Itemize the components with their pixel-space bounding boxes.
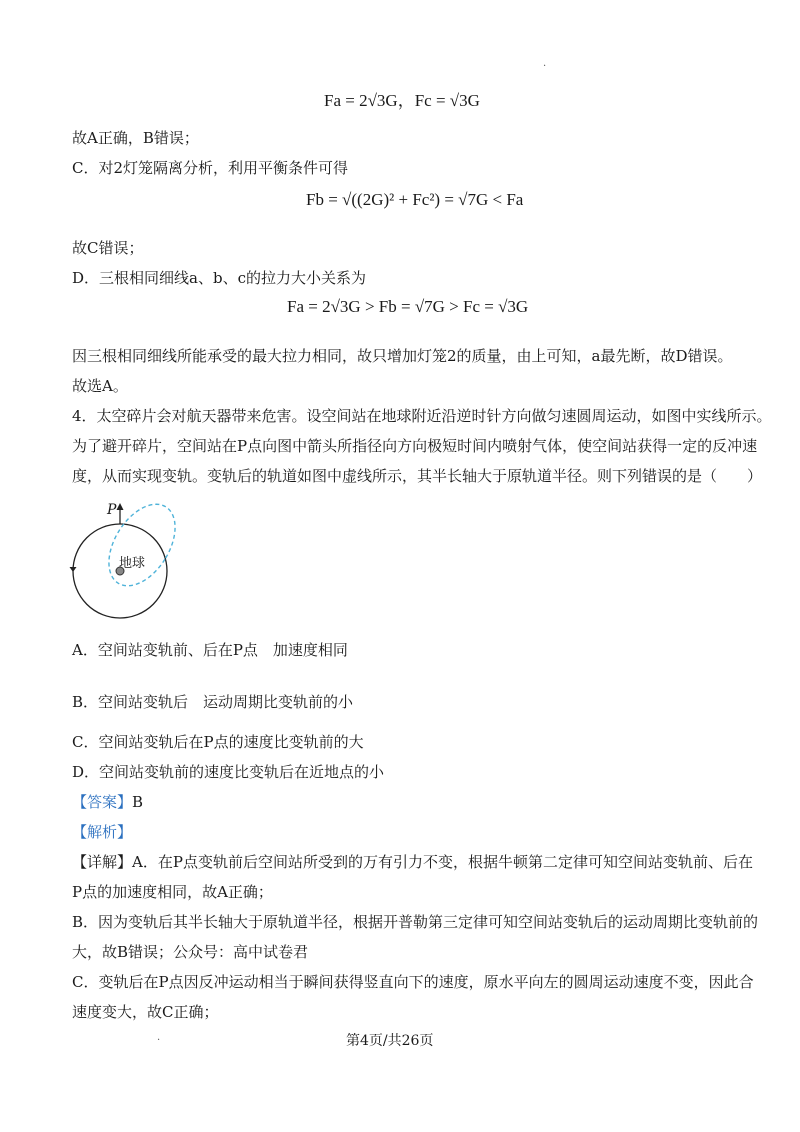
answer-line [72,792,143,812]
detail-text: A．在P点变轨前后空间站所受到的万有引力不变，根据牛顿第二定律可知空间站变轨前、后在 [132,853,753,871]
page-mark: . [543,58,547,69]
detail-line: 速度变大，故C正确； [72,1003,219,1021]
equation-fb [306,190,523,210]
answer-tag: 【答案】 [72,793,133,811]
question-4-line: 度，从而实现变轨。变轨后的轨道如图中虚线所示，其半长轴大于原轨道半径。则下列错误的是（ ） [72,467,763,485]
footer-mark: . [157,1032,161,1043]
option-d: D．空间站变轨前的速度比变轨后在近地点的小 [72,763,385,781]
text-line: C．对2灯笼隔离分析，利用平衡条件可得 [72,159,349,177]
question-4-line: 为了避开碎片，空间站在P点向图中箭头所指径向方向极短时间内喷射气体，使空间站获得一定的反冲速 [72,437,758,455]
equation-fa-fc [324,86,480,111]
detail-tag: 【详解】 [72,853,133,871]
text-line: D．三根相同细线a、b、c的拉力大小关系为 [72,269,366,287]
text-line: 因三根相同细线所能承受的最大拉力相同，故只增加灯笼2的质量，由上可知，a最先断，故D错误。 [72,347,733,365]
question-4-line: 4．太空碎片会对航天器带来危害。设空间站在地球附近沿逆时针方向做匀速圆周运动，如图中实线所示。 [72,407,772,425]
detail-line: P点的加速度相同，故A正确； [72,883,273,901]
text-line: 故C错误； [72,239,144,257]
analysis-tag: 【解析】 [72,823,133,841]
direction-arrow [70,567,77,572]
equation-text: Fa = 2√3G，Fc = √3G [324,91,480,110]
option-a: A．空间站变轨前、后在P点 加速度相同 [72,641,348,659]
option-c: C．空间站变轨后在P点的速度比变轨前的大 [72,733,364,751]
equation-tension-order [287,297,528,317]
equation-text: Fb = √((2G)² + Fc²) = √7G < Fa [306,190,524,209]
text-line: 故A正确，B错误； [72,129,199,147]
earth-label: 地球 [119,556,146,571]
option-b: B．空间站变轨后 运动周期比变轨前的小 [72,693,354,711]
point-p-label: P [107,502,117,518]
equation-text: Fa = 2√3G > Fb = √7G > Fc = √3G [287,297,529,316]
text-line: 故选A。 [72,377,128,395]
detail-line [72,852,753,872]
page-footer: 第4页/共26页 [346,1033,434,1049]
detail-line: C．变轨后在P点因反冲运动相当于瞬间获得竖直向下的速度，原水平向左的圆周运动速度不变，因此合 [72,973,754,991]
answer-value: B [132,793,144,811]
detail-line: 大，故B错误；公众号：高中试卷君 [72,943,309,961]
radial-arrow-head [117,503,124,510]
detail-line: B．因为变轨后其半长轴大于原轨道半径，根据开普勒第三定律可知空间站变轨后的运动周期比变轨前的 [72,913,759,931]
